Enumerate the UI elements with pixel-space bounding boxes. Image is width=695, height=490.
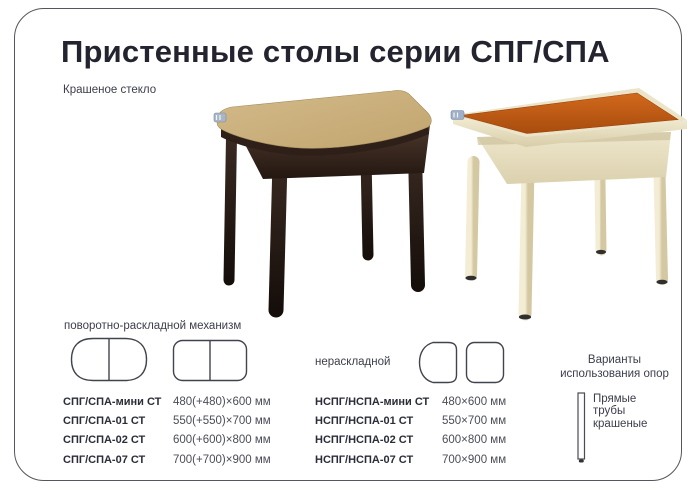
- model-size: 600×800 мм: [442, 434, 507, 447]
- model-size: 480(+480)×600 мм: [173, 395, 271, 408]
- d-shape-tabletop-icon: [418, 341, 458, 384]
- model-size: 550×700 мм: [442, 415, 507, 428]
- model-row: [63, 431, 271, 450]
- product-card: [14, 8, 682, 481]
- supports-heading: [542, 354, 687, 381]
- model-name: НСПГ/НСПА-02 СТ: [315, 434, 414, 447]
- model-name: СПГ/СПА-02 СТ: [63, 434, 146, 447]
- product-photo-folding-table: [208, 87, 443, 319]
- supports-option-line2: трубы: [593, 405, 626, 418]
- page-title: Пристенные столы серии СПГ/СПА: [61, 34, 610, 69]
- straight-tube-leg-icon: [577, 392, 587, 464]
- oval-folding-tabletop-icon: [70, 337, 148, 382]
- model-size: 600(+600)×800 мм: [173, 434, 271, 447]
- model-row: [63, 411, 271, 430]
- supports-option-line1: Прямые: [593, 393, 637, 405]
- model-name: СПГ/СПА-мини СТ: [63, 395, 162, 408]
- supports-option-line3: крашеные: [593, 417, 648, 430]
- model-row: [315, 411, 506, 430]
- model-name: НСПГ/НСПА-мини СТ: [315, 395, 430, 408]
- nonfolding-models-list: [315, 392, 506, 470]
- folding-mechanism-label: поворотно-раскладной механизм: [64, 320, 242, 332]
- model-name: СПГ/СПА-07 СТ: [63, 453, 146, 466]
- supports-option-label: [593, 393, 647, 430]
- supports-heading-line2: использования опор: [560, 367, 669, 380]
- supports-heading-line1: Варианты: [587, 354, 642, 366]
- model-size: 700(+700)×900 мм: [173, 453, 271, 466]
- folding-models-list: [63, 392, 271, 470]
- nonfolding-label: нераскладной: [315, 356, 391, 368]
- model-row: [63, 392, 271, 411]
- rect-folding-tabletop-icon: [172, 339, 248, 382]
- folding-table-image: [208, 87, 443, 319]
- model-name: НСПГ/НСПА-01 СТ: [315, 415, 414, 428]
- product-photo-nonfolding-table: [445, 87, 693, 323]
- model-row: [315, 431, 506, 450]
- model-row: [315, 392, 506, 411]
- model-size: 480×600 мм: [442, 395, 507, 408]
- square-tabletop-icon: [465, 341, 505, 384]
- nonfolding-table-image: [445, 87, 693, 323]
- model-size: 700×900 мм: [442, 453, 507, 466]
- model-size: 550(+550)×700 мм: [173, 415, 271, 428]
- model-row: [315, 450, 506, 469]
- model-row: [63, 450, 271, 469]
- hinge-icon: [214, 113, 226, 122]
- hinge-icon: [451, 111, 464, 120]
- model-name: СПГ/СПА-01 СТ: [63, 415, 146, 428]
- model-name: НСПГ/НСПА-07 СТ: [315, 453, 414, 466]
- subtitle-glass-type: Крашеное стекло: [63, 84, 157, 96]
